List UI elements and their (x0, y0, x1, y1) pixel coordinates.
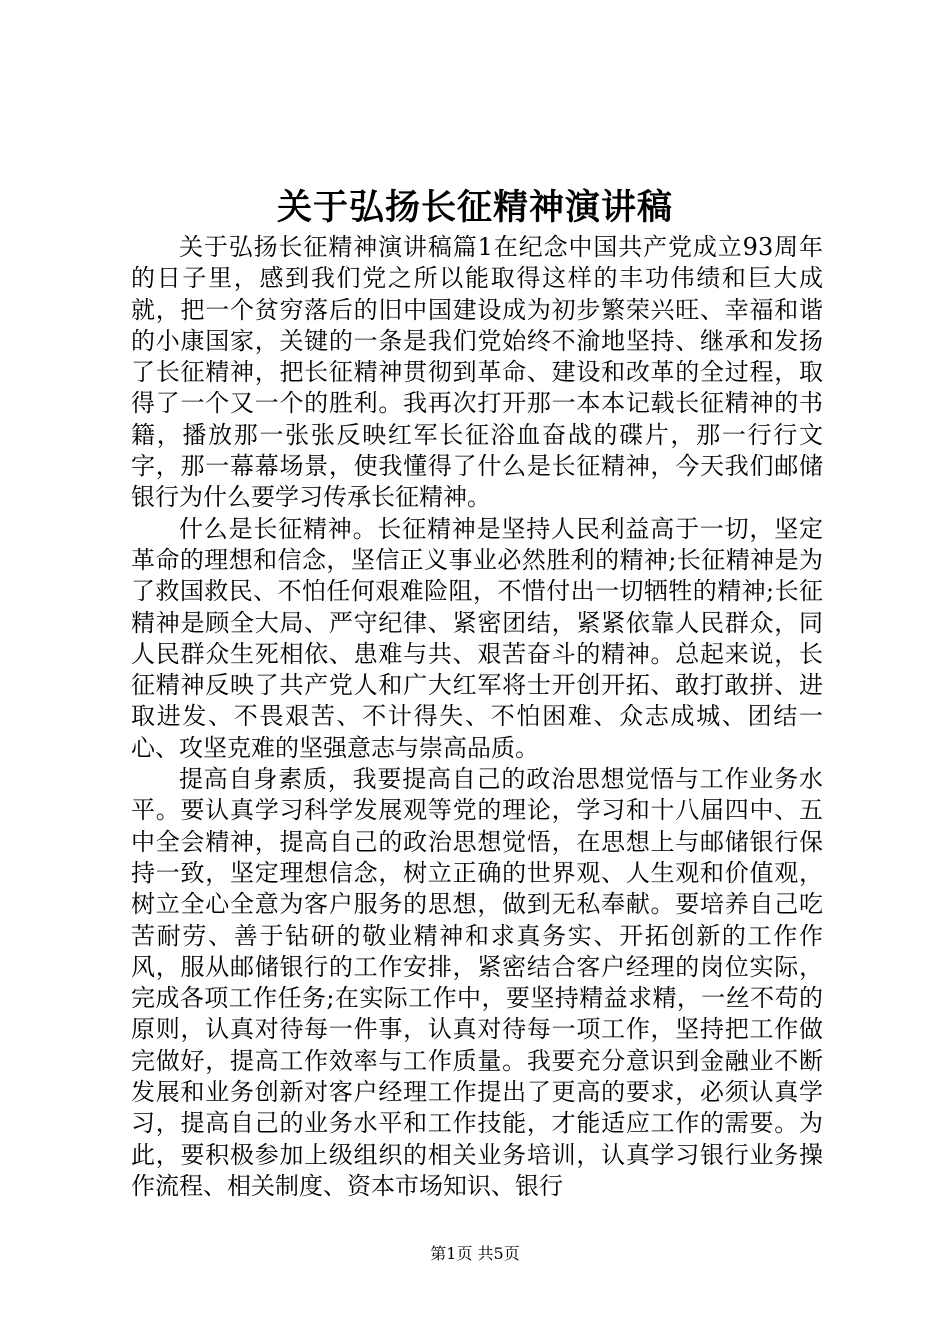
paragraph-1: 关于弘扬长征精神演讲稿篇1在纪念中国共产党成立93周年的日子里，感到我们党之所以能取得这样的丰功伟绩和巨大成就，把一个贫穷落后的旧中国建设成为初步繁荣兴旺、幸福和谐的小康国家，关键的一条是我们党始终不渝地坚持、继承和发扬了长征精神，把长征精神贯彻到革命、建设和改革的全过程，取得了一个又一个的胜利。我再次打开那一本本记载长征精神的书籍，播放那一张张反映红军长征浴血奋战的碟片，那一行行文字，那一幕幕场景，使我懂得了什么是长征精神，今天我们邮储银行为什么要学习传承长征精神。 (131, 233, 823, 512)
document-body (131, 232, 823, 1202)
paragraph-2: 什么是长征精神。长征精神是坚持人民利益高于一切，坚定革命的理想和信念，坚信正义事业必然胜利的精神;长征精神是为了救国救民、不怕任何艰难险阻，不惜付出一切牺牲的精神;长征精神是顾全大局、严守纪律、紧密团结，紧紧依靠人民群众，同人民群众生死相依、患难与共、艰苦奋斗的精神。总起来说，长征精神反映了共产党人和广大红军将士开创开拓、敢打敢拼、进取进发、不畏艰苦、不计得失、不怕困难、众志成城、团结一心、攻坚克难的坚强意志与崇高品质。 (131, 514, 823, 762)
document-title: 关于弘扬长征精神演讲稿 (276, 187, 673, 228)
paragraph-3: 提高自身素质，我要提高自己的政治思想觉悟与工作业务水平。要认真学习科学发展观等党的理论，学习和十八届四中、五中全会精神，提高自己的政治思想觉悟，在思想上与邮储银行保持一致，坚定理想信念，树立正确的世界观、人生观和价值观，树立全心全意为客户服务的思想，做到无私奉献。要培养自己吃苦耐劳、善于钻研的敬业精神和求真务实、开拓创新的工作作风，服从邮储银行的工作安排，紧密结合客户经理的岗位实际，完成各项工作任务;在实际工作中，要坚持精益求精，一丝不苟的原则，认真对待每一件事，认真对待每一项工作，坚持把工作做完做好，提高工作效率与工作质量。我要充分意识到金融业不断发展和业务创新对客户经理工作提出了更高的要求，必须认真学习，提高自己的业务水平和工作技能，才能适应工作的需要。为此，要积极参加上级组织的相关业务培训，认真学习银行业务操作流程、相关制度、资本市场知识、银行 (131, 765, 823, 1200)
page-footer: 第1页 共5页 (430, 1244, 520, 1263)
